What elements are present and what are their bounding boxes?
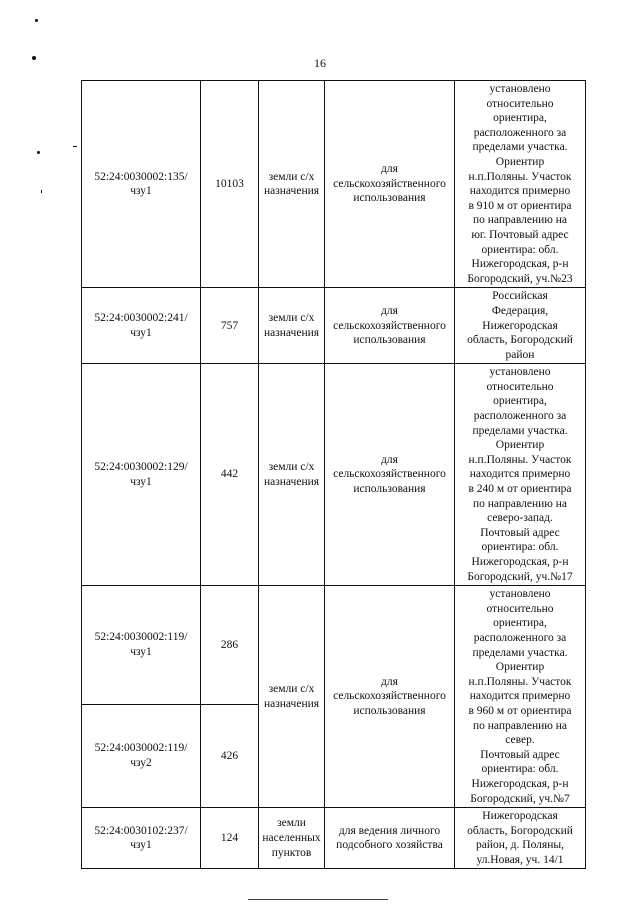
- address-line: расположенного за: [473, 410, 567, 423]
- address-line: север.: [505, 734, 535, 747]
- address-line: район: [505, 348, 535, 361]
- address-line: Почтовый адрес: [480, 748, 560, 761]
- address-line: в 910 м от ориентира: [468, 199, 572, 212]
- land-category-cell: земли с/х назначения: [259, 81, 325, 288]
- permitted-use-cell: для ведения личного подсобного хозяйства: [325, 808, 455, 869]
- cadastral-number-cell: 52:24:0030002:119/ чзу1: [82, 586, 201, 705]
- table-row: [82, 364, 586, 586]
- table-row: [82, 586, 586, 705]
- address-line: Ориентир: [495, 155, 545, 168]
- address-line: находится примерно: [469, 468, 571, 481]
- address-line: ориентира,: [493, 395, 547, 408]
- permitted-use-cell: для сельскохозяйственного использования: [325, 288, 455, 364]
- address-line: н.п.Поляны. Участок: [468, 170, 572, 183]
- address-line: находится примерно: [469, 185, 571, 198]
- address-line: по направлению на: [472, 719, 568, 732]
- address-line: пределами участка.: [472, 646, 568, 659]
- address-line: в 960 м от ориентира: [468, 704, 572, 717]
- cadastral-number-cell: 52:24:0030002:119/ чзу2: [82, 704, 201, 807]
- address-line: ориентира: обл.: [481, 541, 559, 554]
- scan-mark: [41, 190, 42, 193]
- address-line: расположенного за: [473, 631, 567, 644]
- scan-mark: [73, 146, 77, 147]
- address-line: относительно: [486, 602, 554, 615]
- address-line: Нижегородская: [482, 810, 558, 823]
- area-cell: 124: [201, 808, 259, 869]
- address-cell: [455, 808, 586, 869]
- address-line: установлено: [489, 366, 551, 379]
- address-line: установлено: [489, 588, 551, 601]
- address-cell: [455, 288, 586, 364]
- table-row: [82, 81, 586, 288]
- address-line: ориентира,: [493, 112, 547, 125]
- address-line: юг. Почтовый адрес: [471, 228, 569, 241]
- address-line: Богородский, уч.№17: [467, 570, 573, 583]
- land-category-cell: земли с/х назначения: [259, 586, 325, 808]
- address-line: пределами участка.: [472, 424, 568, 437]
- address-line: северо-запад.: [487, 512, 553, 525]
- address-line: в 240 м от ориентира: [468, 483, 572, 496]
- address-line: по направлению на: [472, 214, 568, 227]
- address-line: ориентира: обл.: [481, 243, 559, 256]
- cadastral-number-cell: 52:24:0030002:241/ чзу1: [82, 288, 201, 364]
- land-category-cell: земли населенных пунктов: [259, 808, 325, 869]
- scan-edge-line: [248, 899, 388, 900]
- address-line: Богородский, уч.№23: [467, 272, 573, 285]
- address-line: Нижегородская, р-н: [471, 258, 569, 271]
- land-category-cell: земли с/х назначения: [259, 288, 325, 364]
- address-line: ориентира,: [493, 617, 547, 630]
- land-plots-table: [81, 80, 586, 869]
- address-line: Ориентир: [495, 439, 545, 452]
- address-line: ул.Новая, уч. 14/1: [476, 853, 564, 866]
- scan-mark: [35, 19, 38, 22]
- permitted-use-cell: для сельскохозяйственного использования: [325, 81, 455, 288]
- address-line: находится примерно: [469, 690, 571, 703]
- cadastral-number-cell: 52:24:0030102:237/ чзу1: [82, 808, 201, 869]
- land-category-cell: земли с/х назначения: [259, 364, 325, 586]
- address-line: Российская: [492, 290, 548, 303]
- address-line: Федерация,: [491, 304, 549, 317]
- address-line: Нижегородская, р-н: [471, 556, 569, 568]
- address-line: расположенного за: [473, 126, 567, 139]
- address-cell: [455, 81, 586, 288]
- address-line: по направлению на: [472, 497, 568, 510]
- cadastral-number-cell: 52:24:0030002:135/ чзу1: [82, 81, 201, 288]
- area-cell: 286: [201, 586, 259, 705]
- address-line: относительно: [486, 97, 554, 110]
- address-line: Ориентир: [495, 661, 545, 674]
- permitted-use-cell: для сельскохозяйственного использования: [325, 586, 455, 808]
- table-row: [82, 288, 586, 364]
- area-cell: 10103: [201, 81, 259, 288]
- area-cell: 757: [201, 288, 259, 364]
- address-cell: [455, 364, 586, 586]
- address-line: Богородский, уч.№7: [470, 792, 570, 805]
- address-line: Нижегородская: [482, 319, 558, 332]
- page-number: 16: [314, 56, 326, 70]
- address-cell: [455, 586, 586, 808]
- cadastral-number-cell: 52:24:0030002:129/ чзу1: [82, 364, 201, 586]
- address-line: область, Богородский: [467, 334, 573, 347]
- address-line: Нижегородская, р-н: [471, 777, 569, 790]
- address-line: ориентира: обл.: [481, 763, 559, 776]
- address-line: пределами участка.: [472, 141, 568, 154]
- area-cell: 426: [201, 704, 259, 807]
- table-row: [82, 808, 586, 869]
- scan-mark: [37, 151, 40, 154]
- address-line: н.п.Поляны. Участок: [468, 675, 572, 688]
- permitted-use-cell: для сельскохозяйственного использования: [325, 364, 455, 586]
- address-line: Почтовый адрес: [480, 526, 560, 539]
- address-line: относительно: [486, 380, 554, 393]
- address-line: область, Богородский: [467, 824, 573, 837]
- address-line: район, д. Поляны,: [476, 839, 564, 852]
- area-cell: 442: [201, 364, 259, 586]
- address-line: н.п.Поляны. Участок: [468, 453, 572, 466]
- address-line: установлено: [489, 83, 551, 95]
